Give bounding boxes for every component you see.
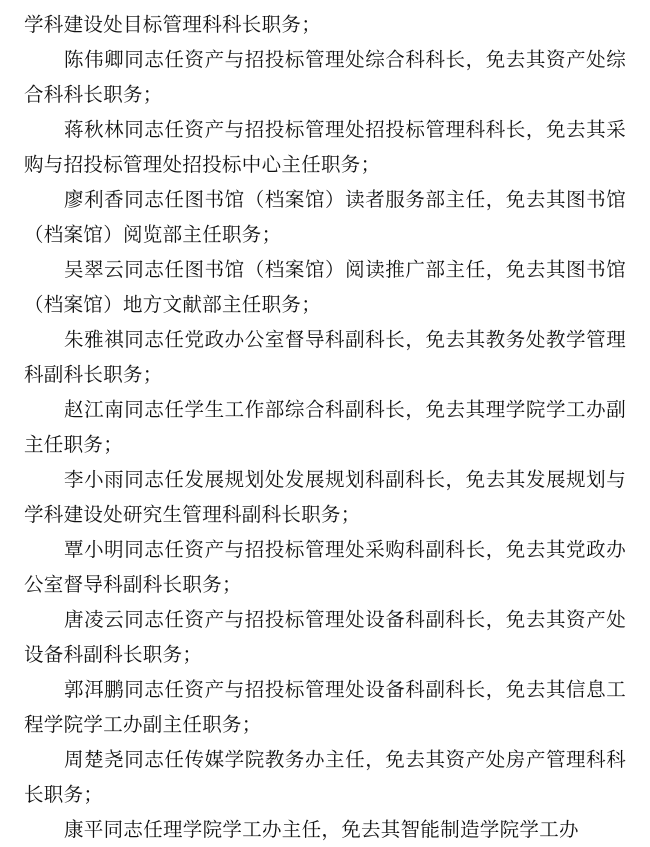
paragraph-6: 赵江南同志任学生工作部综合科副科长，免去其理学院学工办副主任职务； (24, 398, 626, 456)
paragraph-1: 陈伟卿同志任资产与招投标管理处综合科科长，免去其资产处综合科科长职务； (24, 48, 626, 106)
paragraph-5: 朱雅祺同志任党政办公室督导科副科长，免去其教务处教学管理科副科长职务； (24, 328, 626, 386)
paragraph-9: 唐凌云同志任资产与招投标管理处设备科副科长，免去其资产处设备科副科长职务； (24, 608, 626, 666)
paragraph-3: 廖利香同志任图书馆（档案馆）读者服务部主任，免去其图书馆（档案馆）阅览部主任职务； (24, 188, 626, 246)
paragraph-12: 康平同志任理学院学工办主任，免去其智能制造学院学工办 (64, 818, 579, 841)
paragraph-11: 周楚尧同志任传媒学院教务办主任，免去其资产处房产管理科科长职务； (24, 748, 626, 806)
paragraph-8: 覃小明同志任资产与招投标管理处采购科副科长，免去其党政办公室督导科副科长职务； (24, 538, 626, 596)
paragraph-10: 郭洱鹏同志任资产与招投标管理处设备科副科长，免去其信息工程学院学工办副主任职务； (24, 678, 626, 736)
paragraph-0: 学科建设处目标管理科科长职务； (24, 13, 322, 36)
paragraph-7: 李小雨同志任发展规划处发展规划科副科长，免去其发展规划与学科建设处研究生管理科副科长职务； (24, 468, 626, 526)
paragraph-2: 蒋秋林同志任资产与招投标管理处招投标管理科科长，免去其采购与招投标管理处招投标中心主任职务； (24, 118, 626, 176)
paragraph-4: 吴翠云同志任图书馆（档案馆）阅读推广部主任，免去其图书馆（档案馆）地方文献部主任职务； (24, 258, 626, 316)
